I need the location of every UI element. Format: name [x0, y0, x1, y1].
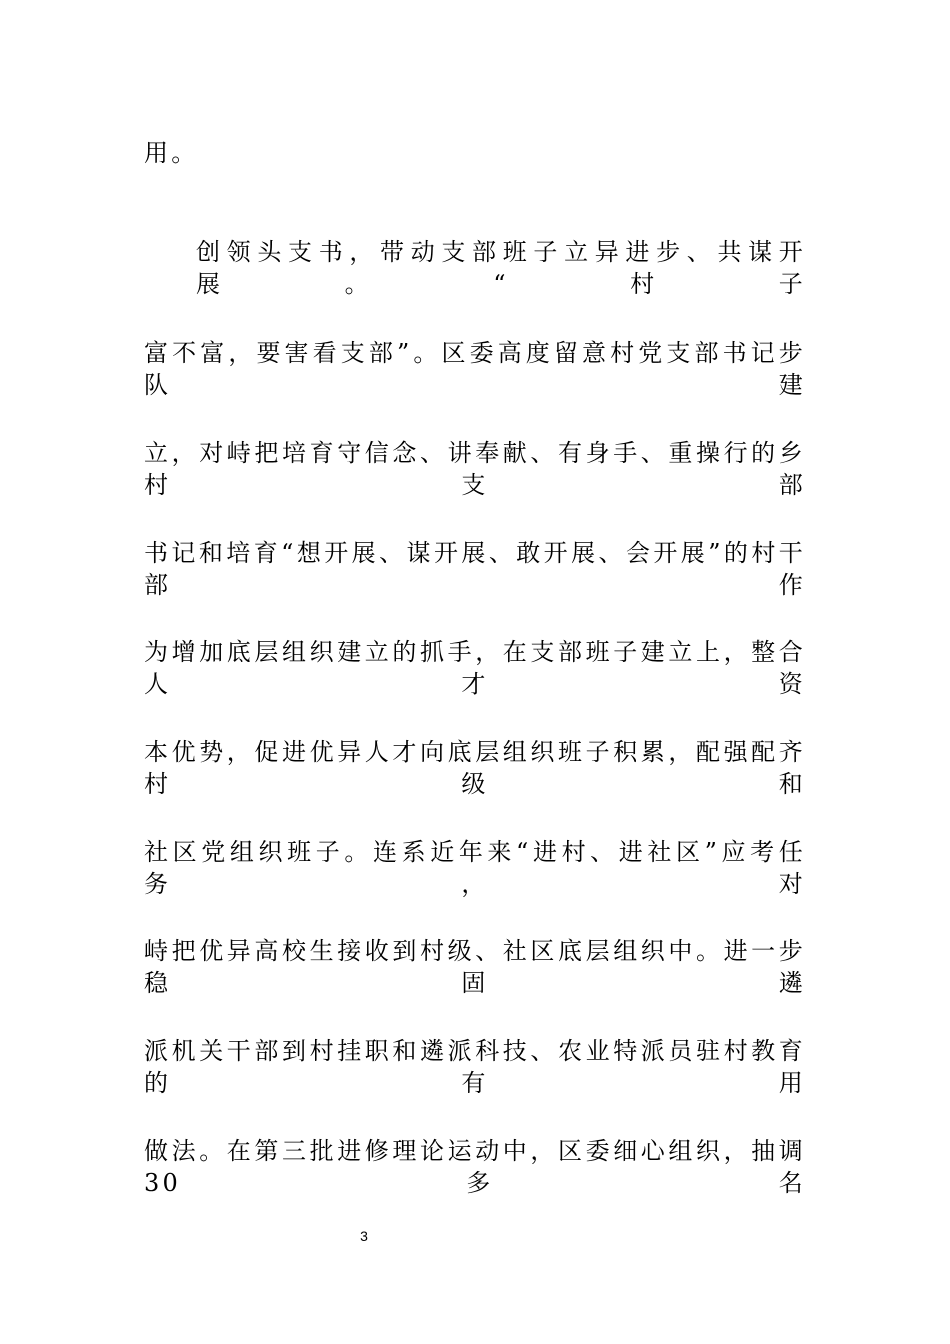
text-line-2: 创领头支书，带动支部班子立异进步、共谋开展。“村子	[196, 238, 806, 298]
text-line-4: 立，对峙把培育守信念、讲奉献、有身手、重操行的乡村支部	[144, 439, 806, 499]
text-line-7: 本优势，促进优异人才向底层组织班子积累，配强配齐村级和	[144, 738, 806, 798]
text-line-11: 做法。在第三批进修理论运动中，区委细心组织，抽调30多名	[144, 1137, 806, 1197]
text-line-5: 书记和培育“想开展、谋开展、敢开展、会开展”的村干部作	[144, 539, 806, 599]
text-line-9: 峙把优异高校生接收到村级、社区底层组织中。进一步稳固遴	[144, 937, 806, 997]
text-line-3: 富不富，要害看支部”。区委高度留意村党支部书记步队建	[144, 339, 806, 399]
text-line-6: 为增加底层组织建立的抓手，在支部班子建立上，整合人才资	[144, 638, 806, 698]
page-number: 3	[360, 1228, 368, 1244]
text-line-10: 派机关干部到村挂职和遴派科技、农业特派员驻村教育的有用	[144, 1037, 806, 1097]
text-line-1: 用。	[144, 139, 199, 167]
text-line-8: 社区党组织班子。连系近年来“进村、进社区”应考任务，对	[144, 838, 806, 898]
